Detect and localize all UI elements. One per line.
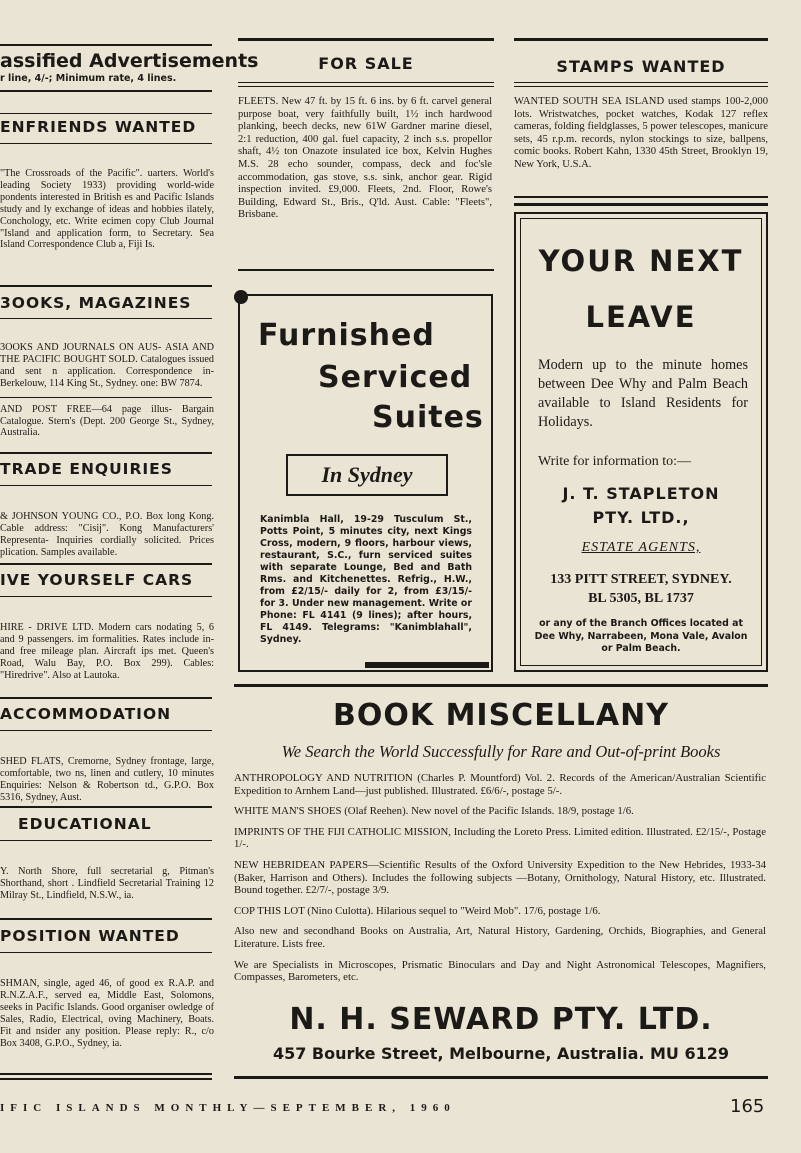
classified-rate: r line, 4/-; Minimum rate, 4 lines. [0,73,177,84]
left-column [0,0,259,1100]
educational-text: Y. North Shore, full secretarial g, Pitman's Shorthand, short . Lindfield Secretarial Training 12 Milray St., Lindfield, N.S.W., ia. [0,866,214,901]
book-item: IMPRINTS OF THE FIJI CATHOLIC MISSION, Including the Loreto Press. Limited edition. Illustrated. £2/15/-, Postage 1/-. [234,825,766,851]
leave-heading-leave: LEAVE [585,300,697,334]
leave-body: Modern up to the minute homes between Dee Why and Palm Beach available to Island Residents for Holidays. [538,357,748,430]
book-list [234,772,766,984]
book-item: WHITE MAN'S SHOES (Olaf Reehen). New novel of the Pacific Islands. 18/9, postage 1/6. [234,805,634,818]
leave-write: Write for information to:— [538,454,692,469]
leave-heading-your-next: YOUR NEXT [538,244,744,278]
section-heading-books: 3OOKS, MAGAZINES [0,294,192,312]
suites-location: In Sydney [321,462,413,487]
book-item: Also new and secondhand Books on Australia, Art, Natural History, Gardening, Orchids, Biographies, and General Literature. Lists free. [234,925,766,950]
accommodation-text: SHED FLATS, Cremorne, Sydney frontage, large, comfortable, two ns, linen and cutlery, 10 minutes Enquiries: Nelson & Robertson td., G.P.O. Box 5316, Sydney, Aust. [0,756,214,803]
books-text-1: 3OOKS AND JOURNALS ON AUS- ASIA AND THE PACIFIC BOUGHT SOLD. Catalogues issued and sent n application. Correspondence in- Berkelouw, 114 King St., Sydney. one: BW 7874. [0,342,214,389]
suites-text: Kanimbla Hall, 19-29 Tusculum St., Potts Point, 5 minutes city, next Kings Cross, modern, 9 floors, harbour views, restaurant, S.C., furn serviced suites with separate Lounge, Bed and Bath Rms. and Kitchenettes. Refrig., H.W., from £2/15/- daily for 2, from £3/15/- for 3. Under new management. Write or Phone: FL 4141 (9 lines); after hours, FL 4149. Telegrams: "Kanimblahall", Sydney. [260,514,472,645]
leave-company-1: J. T. STAPLETON [562,484,720,503]
book-address: 457 Bourke Street, Melbourne, Australia. MU 6129 [272,1044,730,1063]
classified-title: assified Advertisements [0,50,259,72]
section-heading-position: POSITION WANTED [0,927,180,945]
suites-line-suites: Suites [372,400,484,435]
section-heading-accommodation: ACCOMMODATION [0,705,172,723]
leave-branches: or any of the Branch Offices located at Dee Why, Narrabeen, Mona Vale, Avalon or Palm Beach. [534,618,748,654]
book-item: COP THIS LOT (Nino Culotta). Hilarious sequel to "Weird Mob". 17/6, postage 1/6. [234,904,601,917]
leave-agents: ESTATE AGENTS, [581,540,701,555]
stamps-heading: STAMPS WANTED [556,57,726,76]
section-heading-penfriends: ENFRIENDS WANTED [0,118,197,136]
leave-address: 133 PITT STREET, SYDNEY. [550,572,732,587]
book-item: ANTHROPOLOGY AND NUTRITION (Charles P. Mountford) Vol. 2. Records of the American/Australian Scientific Expedition to Arnhem Land—just published. Illustrated. £6/6/-, postage 5/-. [234,772,766,797]
book-item: NEW HEBRIDEAN PAPERS—Scientific Results of the Oxford University Expedition to the New Hebrides, 1933-34 (Baker, Harrison and Others). Includes the following subjects —Botany, Ornithology, Natural History, etc. Illustrated. Bound together. £2/7/-, postage 3/9. [234,858,766,897]
suites-ad [238,294,493,672]
suites-bottom-bar [365,662,489,668]
leave-company-2: PTY. LTD., [592,508,690,527]
section-heading-educational: EDUCATIONAL [18,815,152,833]
penfriends-text: "The Crossroads of the Pacific". uarters. World's leading Society 1933) providing world-wide pondents interested in British es and Pacific Islands study and ly exchange of ideas and hobbies ilately, Conchology, etc. Write ecimen copy Club Journal "Island and application form, to Secretary. Sea Island Correspondence Club a, Fiji Is. [0,168,214,251]
suites-line-serviced: Serviced [318,360,473,395]
book-company: N. H. SEWARD PTY. LTD. [289,1002,713,1037]
for-sale-heading: FOR SALE [318,54,414,73]
stamps-text: WANTED SOUTH SEA ISLAND used stamps 100-2,000 lots. Wristwatches, pocket watches, Kodak 127 reflex cameras, folding fieldglasses, 5 power telescopes, manicure sets, 45 r.p.m. records, nylon stockings to size, ballpens, comic books. Robert Kahn, 1330 45th Street, Brooklyn 19, New York, U.S.A. [514,96,768,170]
suites-line-furnished: Furnished [258,318,435,353]
section-heading-trade: TRADE ENQUIRIES [0,460,173,478]
trade-text: & JOHNSON YOUNG CO., P.O. Box long Kong. Cable address: "Cisij". Kong Manufacturers' Representa- Inquiries cordially solicited. Prices plication. Samples available. [0,511,214,558]
position-text: SHMAN, single, aged 46, of good ex R.A.P. and R.N.Z.A.F., served ea, Middle East, Solomons, seeks in Pacific Islands. Good organiser owledge of Sales, Radio, Electrical, oving Machinery, Boats. Fit and nsider any position. Please reply: R., c/o Box 3408, G.P.O., Sydney, ia. [0,978,214,1049]
suites-location-box [286,454,448,496]
book-heading: BOOK MISCELLANY [333,698,669,733]
books-text-2: AND POST FREE—64 page illus- Bargain Catalogue. Stern's (Dept. 200 George St., Sydney, Australia. [0,403,214,439]
footer-running-head: IFIC ISLANDS MONTHLY—SEPTEMBER, 1960 [0,1102,456,1114]
leave-ad [514,212,768,672]
page-number: 165 [730,1096,765,1117]
for-sale-text: FLEETS. New 47 ft. by 15 ft. 6 ins. by 6 ft. carvel general purpose boat, very faithfully built, 1½ inch hardwood planking, beech decks, new 61W Gardner marine diesel, 2:1 reduction, 400 gal. fuel capacity, 2 inch s.s. propellor shaft, 4½ ton Onazote insulated ice box, Kelvin Hughes M.S. 28 echo sounder, compass, deck and foc'sle accommodation, gas stove, s.s. sink, anchor gear. Rigid inspection invited. £9,000. Fleets, 2nd. Floor, Rowe's Building, Edward St., Bris., Q'ld. Aust. Cable: "Fleets", Brisbane. [238,96,492,221]
book-tagline: We Search the World Successfully for Rare and Out-of-print Books [281,742,721,761]
cars-text: HIRE - DRIVE LTD. Modern cars nodating 5, 6 and 9 passengers. im formalities. Rates include in- and free mileage plan. Aircraft ips met. Queen's Road, Walu Bay, P.O. Box 299). Cables: "Hiredrive". Also at Lautoka. [0,622,214,681]
section-heading-cars: IVE YOURSELF CARS [0,571,194,589]
bullet-dot-icon [234,290,248,304]
book-item: We are Specialists in Microscopes, Prismatic Binoculars and Day and Night Astronomical Telescopes, Magnifiers, Compasses, Barometers, etc. [234,958,766,984]
leave-phone: BL 5305, BL 1737 [588,591,694,606]
